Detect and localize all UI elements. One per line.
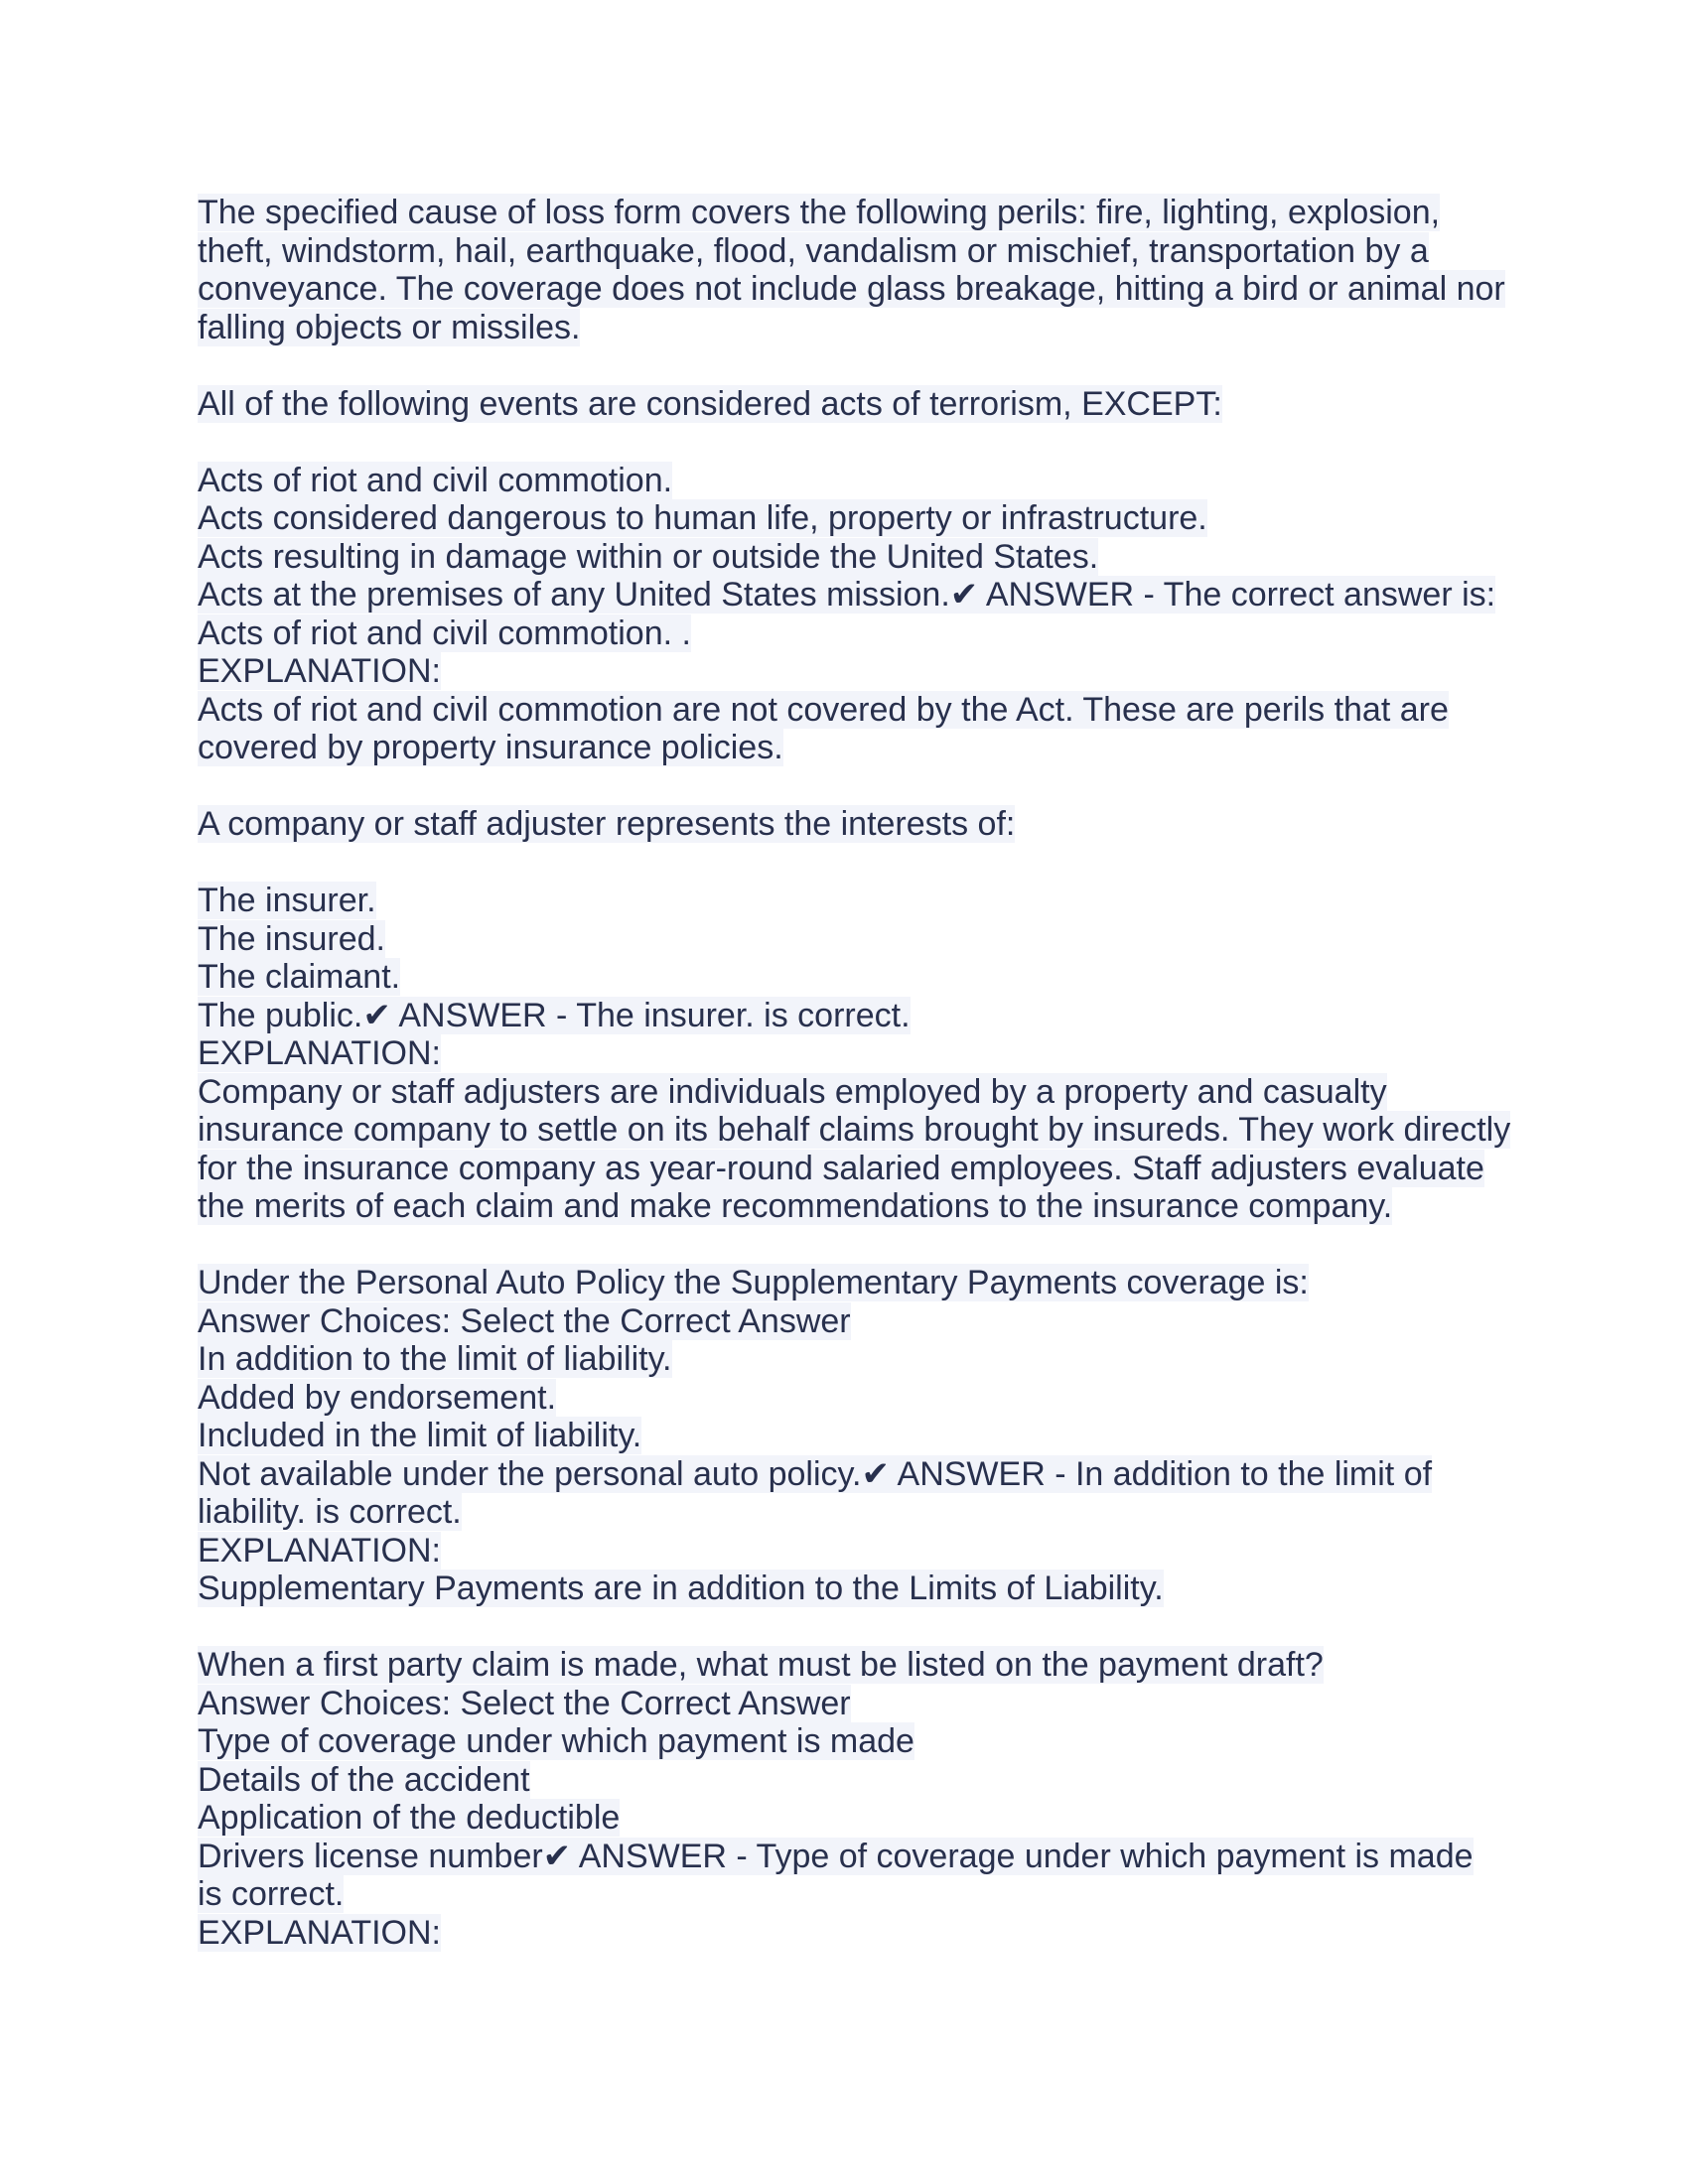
text-line-content: liability. is correct. xyxy=(198,1493,462,1531)
text-line xyxy=(198,997,1498,1035)
text-line xyxy=(198,1150,1498,1188)
text-line-content: Details of the accident xyxy=(198,1760,530,1799)
text-line-content: When a first party claim is made, what must be listed on the payment draft? xyxy=(198,1646,1324,1684)
text-line xyxy=(198,805,1498,844)
paragraph-gap xyxy=(198,844,1498,883)
document-page xyxy=(198,194,1511,1952)
text-line-content: The claimant. xyxy=(198,958,401,996)
text-line xyxy=(198,920,1498,959)
text-line-content: Added by endorsement. xyxy=(198,1378,557,1417)
text-line-content: The specified cause of loss form covers the following perils: fire, lighting, explosion, xyxy=(198,194,1441,231)
text-line xyxy=(198,1722,1498,1761)
text-line xyxy=(198,1417,1498,1455)
text-line-content: Company or staff adjusters are individuals employed by a property and casualty xyxy=(198,1072,1387,1111)
text-line xyxy=(198,1646,1498,1685)
text-line xyxy=(198,1379,1498,1418)
text-line xyxy=(198,652,1498,691)
text-line xyxy=(198,1685,1498,1723)
text-line-content: Included in the limit of liability. xyxy=(198,1417,642,1454)
text-line-content: conveyance. The coverage does not include glass breakage, hitting a bird or animal nor xyxy=(198,270,1505,308)
text-line-content: EXPLANATION: xyxy=(198,652,441,690)
text-line-content: for the insurance company as year-round salaried employees. Staff adjusters evaluate xyxy=(198,1149,1484,1187)
text-line xyxy=(198,385,1498,424)
text-line xyxy=(198,1838,1498,1876)
text-line xyxy=(198,1302,1498,1341)
text-line-content: Type of coverage under which payment is made xyxy=(198,1722,914,1760)
text-line-content: the merits of each claim and make recommendations to the insurance company. xyxy=(198,1187,1393,1225)
text-line-content: falling objects or missiles. xyxy=(198,308,581,346)
text-line xyxy=(198,882,1498,920)
text-line xyxy=(198,232,1498,271)
text-line-content: is correct. xyxy=(198,1875,345,1913)
text-line-content: Application of the deductible xyxy=(198,1799,621,1837)
text-line-content: In addition to the limit of liability. xyxy=(198,1340,672,1378)
text-line xyxy=(198,1914,1498,1953)
text-line xyxy=(198,1264,1498,1302)
text-line-content: insurance company to settle on its behalf claims brought by insureds. They work directly xyxy=(198,1111,1511,1149)
text-line xyxy=(198,729,1498,767)
text-line xyxy=(198,462,1498,500)
text-line-content: The insured. xyxy=(198,919,385,958)
text-line xyxy=(198,1570,1498,1608)
text-line-content: Answer Choices: Select the Correct Answer xyxy=(198,1684,851,1722)
text-line-content: A company or staff adjuster represents the interests of: xyxy=(198,805,1016,843)
text-line-content: Acts at the premises of any United States mission.✔ ANSWER - The correct answer is: xyxy=(198,576,1496,614)
text-line-content: The insurer. xyxy=(198,882,376,919)
text-line-content: EXPLANATION: xyxy=(198,1531,441,1570)
text-line-content: All of the following events are considered acts of terrorism, EXCEPT: xyxy=(198,384,1222,423)
text-line xyxy=(198,309,1498,347)
paragraph-gap xyxy=(198,1226,1498,1265)
paragraph-gap xyxy=(198,346,1498,385)
text-line xyxy=(198,1875,1498,1914)
text-line-content: covered by property insurance policies. xyxy=(198,729,783,766)
text-line-content: Acts of riot and civil commotion. xyxy=(198,461,673,499)
paragraph-gap xyxy=(198,767,1498,806)
text-line xyxy=(198,1493,1498,1532)
text-line-content: Acts of riot and civil commotion are not covered by the Act. These are perils that are xyxy=(198,690,1449,729)
text-line-content: Answer Choices: Select the Correct Answer xyxy=(198,1301,851,1340)
text-line-content: Acts resulting in damage within or outside the United States. xyxy=(198,537,1099,576)
paragraph-gap xyxy=(198,423,1498,462)
text-line-content: Drivers license number✔ ANSWER - Type of coverage under which payment is made xyxy=(198,1837,1474,1875)
text-line-content: The public.✔ ANSWER - The insurer. is correct. xyxy=(198,996,911,1034)
text-line-content: theft, windstorm, hail, earthquake, flood, vandalism or mischief, transportation by a xyxy=(198,231,1429,270)
paragraph-gap xyxy=(198,1608,1498,1647)
text-line xyxy=(198,538,1498,577)
text-line xyxy=(198,499,1498,538)
text-line-content: EXPLANATION: xyxy=(198,1913,441,1952)
text-line xyxy=(198,958,1498,997)
text-line xyxy=(198,1532,1498,1570)
text-line xyxy=(198,1340,1498,1379)
text-line-content: EXPLANATION: xyxy=(198,1034,441,1072)
text-line-content: Acts considered dangerous to human life, property or infrastructure. xyxy=(198,499,1207,537)
text-line xyxy=(198,1761,1498,1800)
text-line xyxy=(198,576,1498,614)
text-line-content: Under the Personal Auto Policy the Supplementary Payments coverage is: xyxy=(198,1264,1309,1301)
text-line xyxy=(198,1034,1498,1073)
text-line xyxy=(198,614,1498,653)
text-line-content: Supplementary Payments are in addition to the Limits of Liability. xyxy=(198,1570,1164,1607)
text-line xyxy=(198,270,1505,309)
text-line-content: Not available under the personal auto policy.✔ ANSWER - In addition to the limit of xyxy=(198,1454,1433,1493)
text-line xyxy=(198,1799,1498,1838)
text-line xyxy=(198,691,1498,730)
text-line xyxy=(198,1455,1498,1494)
text-line xyxy=(198,194,1498,232)
text-line xyxy=(198,1187,1498,1226)
text-line xyxy=(198,1073,1498,1112)
text-line-content: Acts of riot and civil commotion. . xyxy=(198,614,691,652)
text-line xyxy=(198,1111,1511,1150)
